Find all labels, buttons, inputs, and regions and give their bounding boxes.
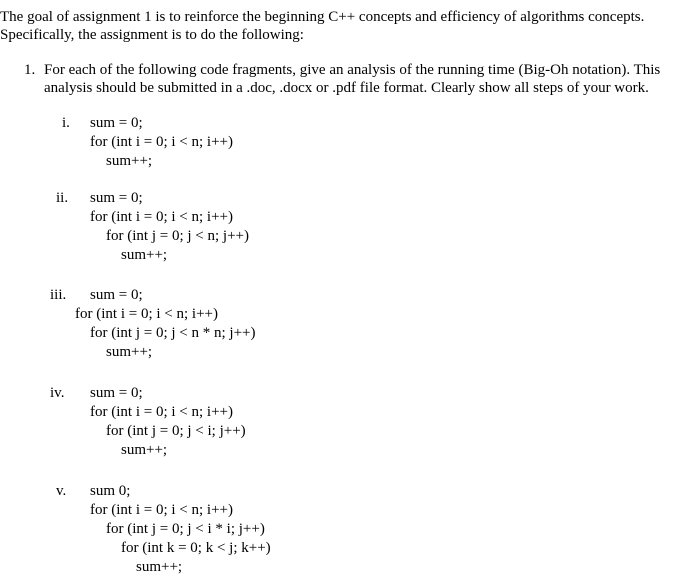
- code-line: sum 0;: [90, 483, 131, 499]
- fragment-label: v.: [56, 483, 67, 499]
- fragment-label: iv.: [50, 385, 65, 401]
- code-line: sum++;: [106, 153, 153, 169]
- code-line: for (int i = 0; i < n; i++): [90, 502, 233, 518]
- code-line: for (int j = 0; j < i * i; j++): [106, 521, 265, 537]
- code-line: sum = 0;: [90, 287, 143, 303]
- fragment-label: iii.: [50, 287, 67, 303]
- intro-line-1: The goal of assignment 1 is to reinforce the beginning C++ concepts and efficiency of algorithms concepts.: [0, 9, 645, 25]
- question-number: 1.: [24, 62, 36, 78]
- code-line: for (int j = 0; j < i; j++): [106, 423, 246, 439]
- code-line: sum = 0;: [90, 115, 143, 131]
- code-line: for (int i = 0; i < n; i++): [75, 306, 218, 322]
- code-line: for (int j = 0; j < n; j++): [106, 228, 249, 244]
- fragment-label: ii.: [56, 190, 69, 206]
- code-line: sum++;: [136, 559, 183, 575]
- code-line: for (int k = 0; k < j; k++): [121, 540, 271, 556]
- code-line: sum++;: [121, 442, 168, 458]
- question-line-1: For each of the following code fragments, give an analysis of the running time (Big-Oh notation). This: [44, 62, 661, 78]
- code-line: sum = 0;: [90, 385, 143, 401]
- code-line: for (int j = 0; j < n * n; j++): [90, 325, 256, 341]
- code-line: for (int i = 0; i < n; i++): [90, 404, 233, 420]
- code-line: sum++;: [106, 344, 153, 360]
- fragment-label: i.: [62, 115, 70, 131]
- code-line: sum++;: [121, 247, 168, 263]
- code-line: sum = 0;: [90, 190, 143, 206]
- intro-line-2: Specifically, the assignment is to do the following:: [0, 27, 304, 43]
- code-line: for (int i = 0; i < n; i++): [90, 134, 233, 150]
- question-line-2: analysis should be submitted in a .doc, .docx or .pdf file format. Clearly show all steps of your work.: [44, 80, 649, 96]
- code-line: for (int i = 0; i < n; i++): [90, 209, 233, 225]
